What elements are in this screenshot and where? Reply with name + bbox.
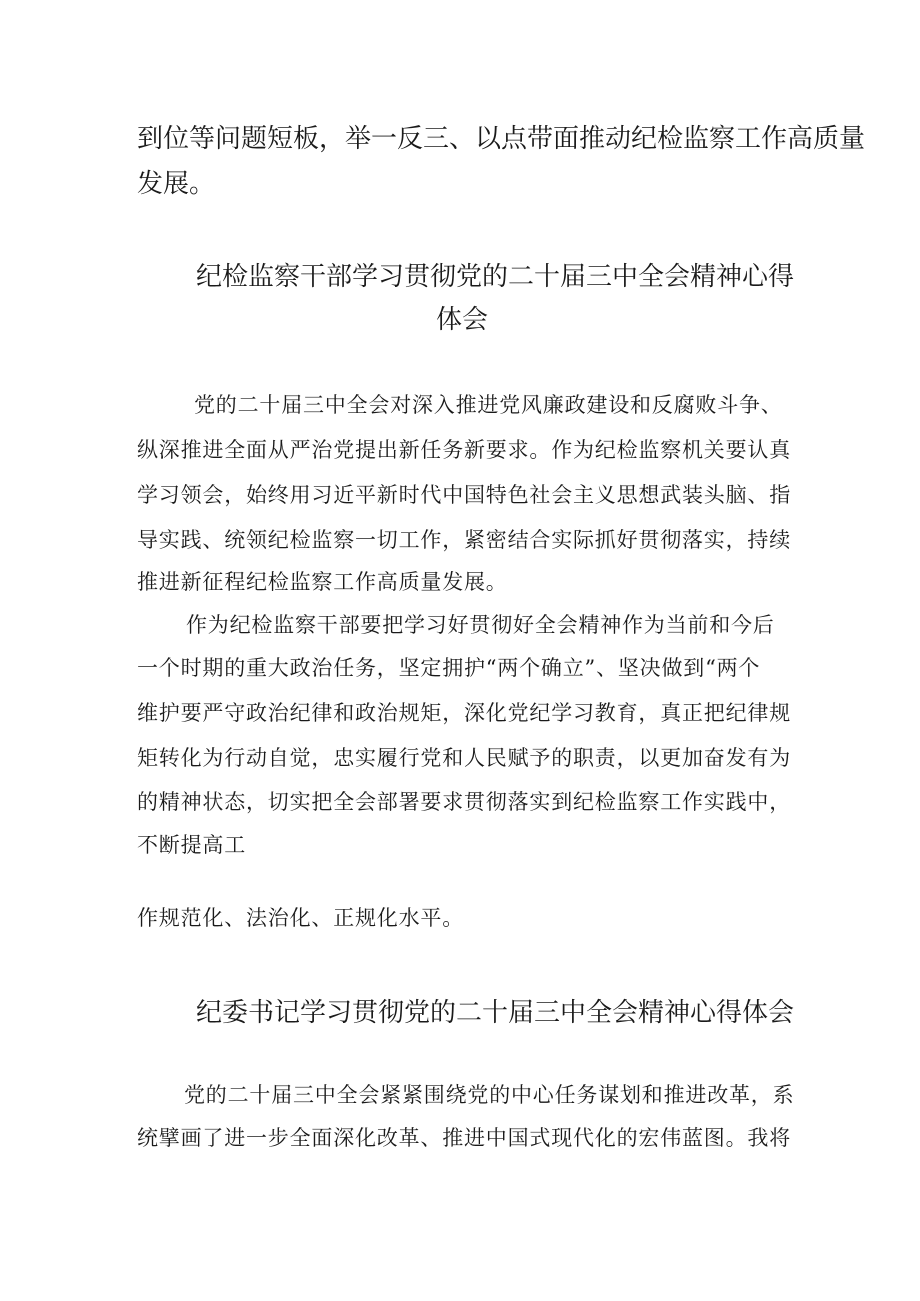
section-title: 体会 [436,305,489,335]
paragraph-line: 纵深推进全面从严治党提出新任务新要求。作为纪检监察机关要认真 [137,438,791,462]
paragraph-line: 党的二十届三中全会紧紧围绕党的中心任务谋划和推进改革，系 [184,1083,795,1107]
paragraph-line: 统擘画了进一步全面深化改革、推进中国式现代化的宏伟蓝图。我将 [137,1126,791,1150]
paragraph-line: 作为纪检监察干部要把学习好贯彻好全会精神作为当前和今后 [186,613,775,637]
paragraph-line: 推进新征程纪检监察工作高质量发展。 [137,570,508,594]
section-title: 纪检监察干部学习贯彻党的二十届三中全会精神心得 [196,262,795,292]
paragraph-line: 作规范化、法治化、正规化水平。 [137,906,464,930]
paragraph-line: 党的二十届三中全会对深入推进党风廉政建设和反腐败斗争、 [194,393,783,417]
body-text-line: 到位等问题短板，举一反三、以点带面推动纪检监察工作高质量 [137,124,866,154]
paragraph-line: 不断提高工 [137,833,246,857]
paragraph-line: 一个时期的重大政治任务，坚定拥护“两个确立”、坚决做到“两个 [137,656,761,680]
paragraph-line: 维护要严守政治纪律和政治规矩，深化党纪学习教育，真正把纪律规 [137,701,791,725]
section-title: 纪委书记学习贯彻党的二十届三中全会精神心得体会 [196,998,795,1028]
paragraph-line: 学习领会，始终用习近平新时代中国特色社会主义思想武装头脑、指 [137,483,791,507]
body-text-line: 发展。 [137,169,216,199]
paragraph-line: 导实践、统领纪检监察一切工作，紧密结合实际抓好贯彻落实，持续 [137,528,791,552]
paragraph-line: 的精神状态，切实把全会部署要求贯彻落实到纪检监察工作实践中， [137,790,791,814]
paragraph-line: 矩转化为行动自觉，忠实履行党和人民赋予的职责，以更加奋发有为 [137,746,791,770]
